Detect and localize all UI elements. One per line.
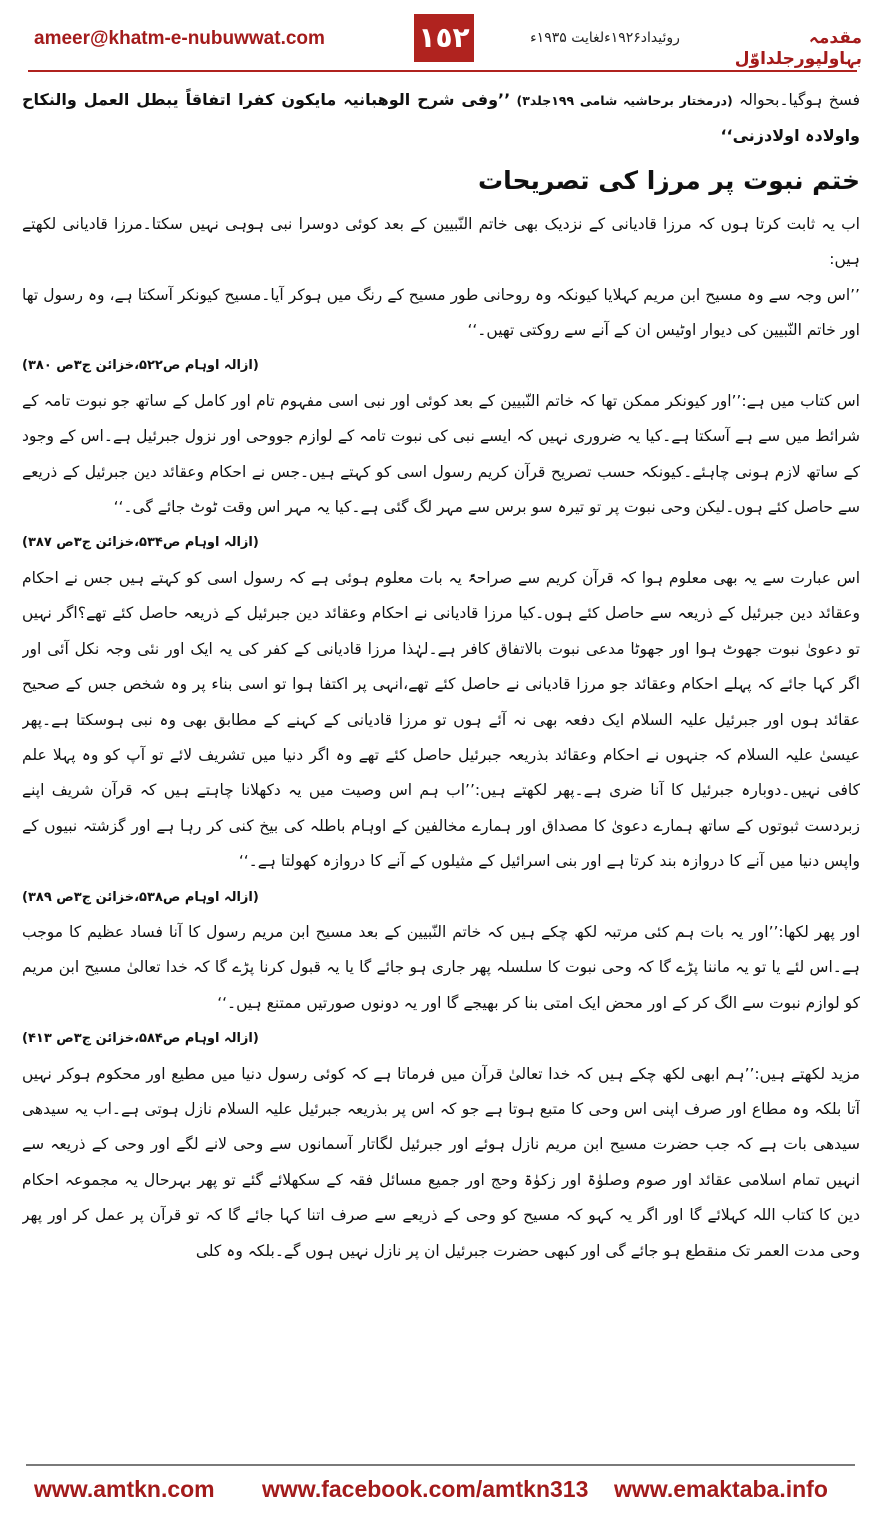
footer-divider [26, 1464, 855, 1466]
page-header [0, 0, 881, 72]
header-email[interactable]: ameer@khatm-e-nubuwwat.com [34, 28, 325, 49]
inline-citation: (درمختار برحاشیہ شامی ۱۹۹جلد۳) [516, 93, 733, 108]
paragraph: مزید لکھتے ہیں:’’ہم ابھی لکھ چکے ہیں کہ خدا تعالیٰ قرآن میں فرماتا ہے کہ کوئی رسول دنیا میں مطیع اور محکوم ہوکر نہیں آتا بلکہ وہ مطاع اور صرف اپنی اس وحی کا متبع ہوتا ہے جو کہ اس پر بذریعہ جبرئیل علیہ السلام نازل ہوتی ہے۔اب یہ سیدھی سیدھی بات ہے کہ جب حضرت مسیح ابن مریم نازل ہوئے اور جبرئیل لگاتار آسمانوں سے وحی لانے لگے اور وحی کے ذریعہ سے انہیں تمام اسلامی عقائد اور صوم وصلوٰۃ اور زکوٰۃ وحج اور جمیع مسائل فقہ کے سکھلائے گئے تو پھر بہرحال یہ مجموعہ احکام دین کا کتاب اللہ کہلائے گا اور اگر یہ کہو کہ مسیح کو وحی کے ذریعے سے صرف اتنا کہا جائے گا کہ تو قرآن پر عمل کر اور پھر وحی مدت العمر تک منقطع ہو جائے گی اور کبھی حضرت جبرئیل ان پر نازل نہیں ہوں گے۔بلکہ وہ کلی [22, 1064, 860, 1260]
section-heading: ختم نبوت پر مرزا کی تصریحات [478, 165, 860, 195]
paragraph [22, 82, 860, 155]
paragraph: اور پھر لکھا:’’اور یہ بات ہم کئی مرتبہ لکھ چکے ہیں کہ خاتم النّبیین کے بعد مسیح ابن مریم رسول کا آنا فساد عظیم کا موجب ہے۔اس لئے یا تو یہ ماننا پڑے گا کہ وحی نبوت کا سلسلہ پھر جاری ہو جائے گا یا یہ قبول کرنا پڑے گا کہ خدا تعالیٰ مسیح ابن مریم کو لوازم نبوت سے الگ کر کے اور محض ایک امتی بنا کر بھیجے گا اور یہ دونوں صورتیں ممتنع ہیں۔‘‘ [22, 922, 860, 1012]
header-report-range: روئیداد۱۹۲۶ءلغایت ۱۹۳۵ء [530, 30, 680, 46]
page-footer [0, 1462, 881, 1531]
quotation: ’’اس وجہ سے وہ مسیح ابن مریم کہلایا کیونکہ وہ روحانی طور مسیح کے رنگ میں ہوکر آیا۔مسیح کیونکر آسکتا ہے، وہ رسول تھا اور خاتم النّبیین کی دیوار اوٹیس ان کے آنے سے روکتی تھیں۔‘‘ [22, 285, 860, 340]
paragraph: اب یہ ثابت کرتا ہوں کہ مرزا قادیانی کے نزدیک بھی خاتم النّبیین کے بعد کوئی دوسرا نبی ہوہی نہیں سکتا۔مرزا قادیانی لکھتے ہیں: [22, 214, 860, 269]
footer-link-amtkn[interactable]: www.amtkn.com [34, 1476, 215, 1502]
header-book-title: مقدمہ بہاولپورجلداوّل [734, 28, 862, 69]
paragraph: اس عبارت سے یہ بھی معلوم ہوا کہ قرآن کریم سے صراحۃً یہ بات معلوم ہوئی ہے کہ رسول اسی کو کہتے ہیں جس نے احکام وعقائد دین جبرئیل کے ذریعہ سے حاصل کئے ہوں۔کیا مرزا قادیانی نے احکام وعقائد دین جبرئیل کے ذریعہ حاصل کئے تھے؟اگر نہیں تو دعویٰ نبوت جھوٹ ہوا اور جھوٹا مدعی نبوت بالاتفاق کافر ہے۔لہٰذا مرزا قادیانی کے کفر کی یہ ایک اور نئی وجہ نکل آئی اور اگر کہا جائے کہ پہلے احکام وعقائد جو مرزا قادیانی نے حاصل کئے تھے،انہی پر اکتفا ہوا تو اسی بناء پر وہ شخص جس کے صحیح عقائد ہوں اور جبرئیل علیہ السلام ایک دفعہ بھی نہ آئے ہوں تو مرزا قادیانی کے کہنے کے مطابق بھی وہ نبی ہوسکتا ہے۔پھر عیسیٰ علیہ السلام کہ جنہوں نے احکام وعقائد بذریعہ جبرئیل حاصل کئے تھے وہ اگر دنیا میں تشریف لائے تو آپ کو وہ پہلا علم کافی نہیں۔دوبارہ جبرئیل کا آنا ضری ہے۔پھر لکھتے ہیں:’’اب ہم اس وصیت میں یہ دکھلانا چاہتے ہیں کہ قرآن شریف اپنے زبردست ثبوتوں کے ساتھ ہمارے دعویٰ کا مصداق اور ہمارے مخالفین کے اوہام باطلہ کی بیخ کنی کر رہا ہے اور گزشتہ نبیوں کے واپس دنیا میں آنے کا دروازہ بند کرتا ہے اور بنی اسرائیل کے مثیلوں کے آنے کا دروازہ کھولتا ہے۔‘‘ [22, 568, 860, 871]
citation: (ازالہ اوہام ص۵۳۸،خزائن ج۳ص ۳۸۹) [22, 889, 259, 905]
citation: (ازالہ اوہام ص۵۸۴،خزائن ج۳ص ۴۱۳) [22, 1031, 259, 1047]
footer-link-facebook[interactable]: www.facebook.com/amtkn313 [262, 1476, 589, 1502]
page-number: ١٥٢ [414, 14, 474, 62]
paragraph: اس کتاب میں ہے:’’اور کیونکر ممکن تھا کہ خاتم النّبیین کے بعد کوئی اور نبی اسی مفہوم تام اور کامل کے ساتھ جو نبوت تامہ کے شرائط میں سے ہے آسکتا ہے۔کیا یہ ضروری نہیں کہ ایسے نبی کی نبوت تامہ کے لوازم جووحی اور نزول جبرئیل ہے۔اس کے وجود کے ساتھ لازم ہونی چاہئے۔کیونکہ حسب تصریح قرآن کریم رسول اسی کو کہتے ہیں۔جس نے احکام وعقائد دین جبرئیل کے ذریعے سے حاصل کئے ہوں۔لیکن وحی نبوت پر تو تیرہ سو برس سے مہر لگ گئی ہے۔کیا یہ مہر اس وقت ٹوٹ جائے گی۔‘‘ [22, 391, 860, 517]
header-divider [28, 70, 857, 72]
arabic-quote: ’’وفی شرح الوھبانیہ مایکون کفرا اتفاقاً یبطل العمل والنکاح واولادہ اولادزنی‘‘ [22, 90, 860, 146]
footer-link-emaktaba[interactable]: www.emaktaba.info [614, 1476, 828, 1502]
citation: (ازالہ اوہام ص۵۲۲،خزائن ج۳ص ۳۸۰) [22, 358, 259, 374]
page-body [22, 82, 860, 1452]
paragraph-text: فسخ ہوگیا۔بحوالہ [739, 91, 860, 109]
citation: (ازالہ اوہام ص۵۳۴،خزائن ج۳ص ۳۸۷) [22, 535, 259, 551]
